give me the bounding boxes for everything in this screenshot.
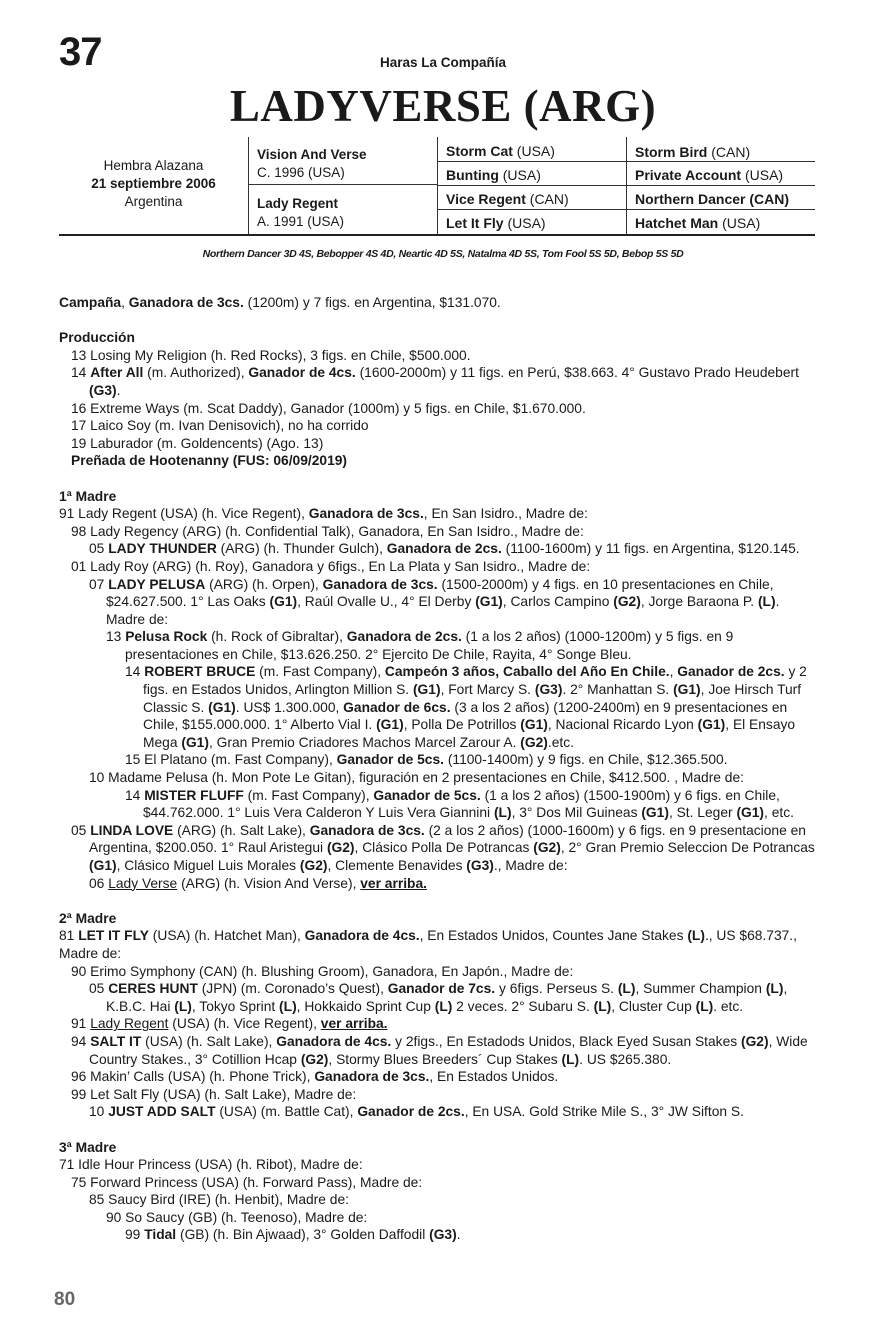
pedigree-sire <box>257 146 437 182</box>
sire-name: Vision And Verse <box>257 147 367 162</box>
pedigree-divider <box>437 209 815 210</box>
grandsire-1: Storm Cat (USA) <box>446 143 555 159</box>
grandsire-2: Vice Regent (CAN) <box>446 191 569 207</box>
list-item: 13 Pelusa Rock (h. Rock of Gibraltar), Ganadora de 2cs. (1 a los 2 años) (1000-1200m) y 5 figs. en 9 presentaciones en Chile, $13.626.250. 2° Ejercito De Chile, Rayita, 4° Songe Bleu. <box>106 629 734 662</box>
campaign-line: Campaña, Ganadora de 3cs. (1200m) y 7 figs. en Argentina, $131.070. <box>59 295 501 310</box>
ggp-2: Private Account (USA) <box>635 167 784 183</box>
list-item: 01 Lady Roy (ARG) (h. Roy), Ganadora y 6figs., En La Plata y San Isidro., Madre de: <box>71 558 591 574</box>
list-item: 91 Lady Regent (USA) (h. Vice Regent), ver arriba. <box>71 1016 388 1032</box>
list-item: 05 CERES HUNT (JPN) (m. Coronado’s Quest), Ganador de 7cs. y 6figs. Perseus S. (L), Summer Champion (L), K.B.C. Hai (L), Tokyo Sprint (L), Hokkaido Sprint Cup (L) 2 veces. 2° Subaru S. (L), Cluster Cup (L). etc. <box>89 981 788 1014</box>
list-item: 17 Laico Soy (m. Ivan Denisovich), no ha corrido <box>71 418 369 434</box>
list-item: 81 LET IT FLY (USA) (h. Hatchet Man), Ganadora de 4cs., En Estados Unidos, Countes Jane Stakes (L)., US $68.737., Madre de: <box>59 928 797 961</box>
list-item: 07 LADY PELUSA (ARG) (h. Orpen), Ganadora de 3cs. (1500-2000m) y 4 figs. en 10 presentaciones en Chile, $24.627.500. 1° Las Oaks (G1), Raúl Ovalle U., 4° El Derby (G1), Carlos Campino (G2), Jorge Baraona P. (L). Madre de: <box>89 576 780 627</box>
horse-title: LADYVERSE (ARG) <box>229 81 657 131</box>
pedigree-divider <box>437 185 815 186</box>
list-item: Preñada de Hootenanny (FUS: 06/09/2019) <box>71 453 348 469</box>
list-item: 85 Saucy Bird (IRE) (h. Henbit), Madre de: <box>89 1192 349 1208</box>
dam-name: Lady Regent <box>257 196 339 211</box>
list-item: 94 SALT IT (USA) (h. Salt Lake), Ganadora de 4cs. y 2figs., En Estadods Unidos, Black Eyed Susan Stakes (G2), Wide Country Stakes., 3° Cotillion Hcap (G2), Stormy Blues Breeders´ Cup Stakes (L). US $265.380. <box>71 1033 808 1067</box>
list-item: 10 JUST ADD SALT (USA) (m. Battle Cat), Ganador de 2cs., En USA. Gold Strike Mile S., 3° JW Sifton S. <box>89 1104 744 1120</box>
lot-number: 37 <box>59 30 102 74</box>
list-item: 19 Laburador (m. Goldencents) (Ago. 13) <box>71 435 324 451</box>
dam-info: A. 1991 (USA) <box>257 214 345 229</box>
list-item: 90 Erimo Symphony (CAN) (h. Blushing Groom), Ganadora, En Japón., Madre de: <box>71 963 574 979</box>
list-item: 96 Makin’ Calls (USA) (h. Phone Trick), Ganadora de 3cs., En Estados Unidos. <box>71 1069 559 1085</box>
pedigree-divider <box>248 184 437 185</box>
horse-description <box>59 157 248 211</box>
pedigree-divider <box>437 161 815 162</box>
haras-name: Haras La Compañía <box>379 55 507 70</box>
granddam-1: Bunting (USA) <box>446 167 541 183</box>
sex-color: Hembra Alazana <box>103 158 204 173</box>
list-item: 14 After All (m. Authorized), Ganador de 4cs. (1600-2000m) y 11 figs. en Perú, $38.663. 4° Gustavo Prado Heudebert (G3). <box>71 365 799 398</box>
list-item: 99 Tidal (GB) (h. Bin Ajwaad), 3° Golden Daffodil (G3). <box>125 1227 461 1243</box>
section-heading: 2ª Madre <box>59 910 117 926</box>
list-item: 91 Lady Regent (USA) (h. Vice Regent), Ganadora de 3cs., En San Isidro., Madre de: <box>59 506 588 522</box>
page-number: 80 <box>54 1289 76 1310</box>
catalog-body <box>59 294 819 1244</box>
list-item: 99 Let Salt Fly (USA) (h. Salt Lake), Madre de: <box>71 1086 357 1102</box>
pedigree-divider <box>248 137 249 234</box>
sire-info: C. 1996 (USA) <box>257 165 345 180</box>
section-heading: Producción <box>59 330 135 346</box>
list-item: 15 El Platano (m. Fast Company), Ganador de 5cs. (1100-1400m) y 9 figs. en Chile, $12.365.500. <box>125 752 728 768</box>
list-item: 71 Idle Hour Princess (USA) (h. Ribot), Madre de: <box>59 1157 363 1173</box>
list-item: 98 Lady Regency (ARG) (h. Confidential Talk), Ganadora, En San Isidro., Madre de: <box>71 523 584 539</box>
list-item: 14 ROBERT BRUCE (m. Fast Company), Campeón 3 años, Caballo del Año En Chile., Ganador de 2cs. y 2 figs. en Estados Unidos, Arlington Million S. (G1), Fort Marcy S. (G3). 2° Manhattan S. (G1), Joe Hirsch Turf Classic S. (G1). US$ 1.300.000, Ganador de 6cs. (3 a los 2 años) (1200-2400m) en 9 presentaciones en Chile, $155.000.000. 1° Alberto Vial I. (G1), Polla De Potrillos (G1), Nacional Ricardo Lyon (G1), El Ensayo Mega (G1), Gran Premio Criadores Machos Marcel Zarour A. (G2).etc. <box>125 664 807 750</box>
birth-date: 21 septiembre 2006 <box>91 176 216 191</box>
list-item: 14 MISTER FLUFF (m. Fast Company), Ganador de 5cs. (1 a los 2 años) (1500-1900m) y 6 figs. en Chile, $44.762.000. 1° Luis Vera Calderon Y Luis Vera Giannini (L), 3° Dos Mil Guineas (G1), St. Leger (G1), etc. <box>125 787 794 821</box>
granddam-2: Let It Fly (USA) <box>446 215 546 231</box>
pedigree-dam <box>257 195 437 231</box>
inbreeding-line: Northern Dancer 3D 4S, Bebopper 4S 4D, Neartic 4D 5S, Natalma 4D 5S, Tom Fool 5S 5D, Bebop 5S 5D <box>202 248 684 260</box>
ggp-4: Hatchet Man (USA) <box>635 215 761 231</box>
list-item: 10 Madame Pelusa (h. Mon Pote Le Gitan), figuración en 2 presentaciones en Chile, $412.500. , Madre de: <box>89 770 744 786</box>
section-heading: 3ª Madre <box>59 1139 117 1155</box>
list-item: 75 Forward Princess (USA) (h. Forward Pass), Madre de: <box>71 1174 423 1190</box>
ggp-1: Storm Bird (CAN) <box>635 144 751 160</box>
pedigree-table <box>59 137 815 236</box>
list-item: 13 Losing My Religion (h. Red Rocks), 3 figs. en Chile, $500.000. <box>71 347 471 363</box>
list-item: 05 LINDA LOVE (ARG) (h. Salt Lake), Ganadora de 3cs. (2 a los 2 años) (1000-1600m) y 6 figs. en 9 presentacione en Argentina, $200.050. 1° Raul Aristegui (G2), Clásico Polla De Potrancas (G2), 2° Gran Premio Seleccion De Potrancas (G1), Clásico Miguel Luis Morales (G2), Clemente Benavides (G3)., Madre de: <box>71 822 815 873</box>
section-heading: 1ª Madre <box>59 488 117 504</box>
list-item: 16 Extreme Ways (m. Scat Daddy), Ganador (1000m) y 5 figs. en Chile, $1.670.000. <box>71 400 586 416</box>
birth-country: Argentina <box>124 194 183 209</box>
list-item: 06 Lady Verse (ARG) (h. Vision And Verse), ver arriba. <box>89 875 427 891</box>
list-item: 90 So Saucy (GB) (h. Teenoso), Madre de: <box>106 1209 368 1225</box>
list-item: 05 LADY THUNDER (ARG) (h. Thunder Gulch), Ganadora de 2cs. (1100-1600m) y 11 figs. en Argentina, $120.145. <box>89 541 800 557</box>
ggp-3: Northern Dancer (CAN) <box>635 191 790 207</box>
